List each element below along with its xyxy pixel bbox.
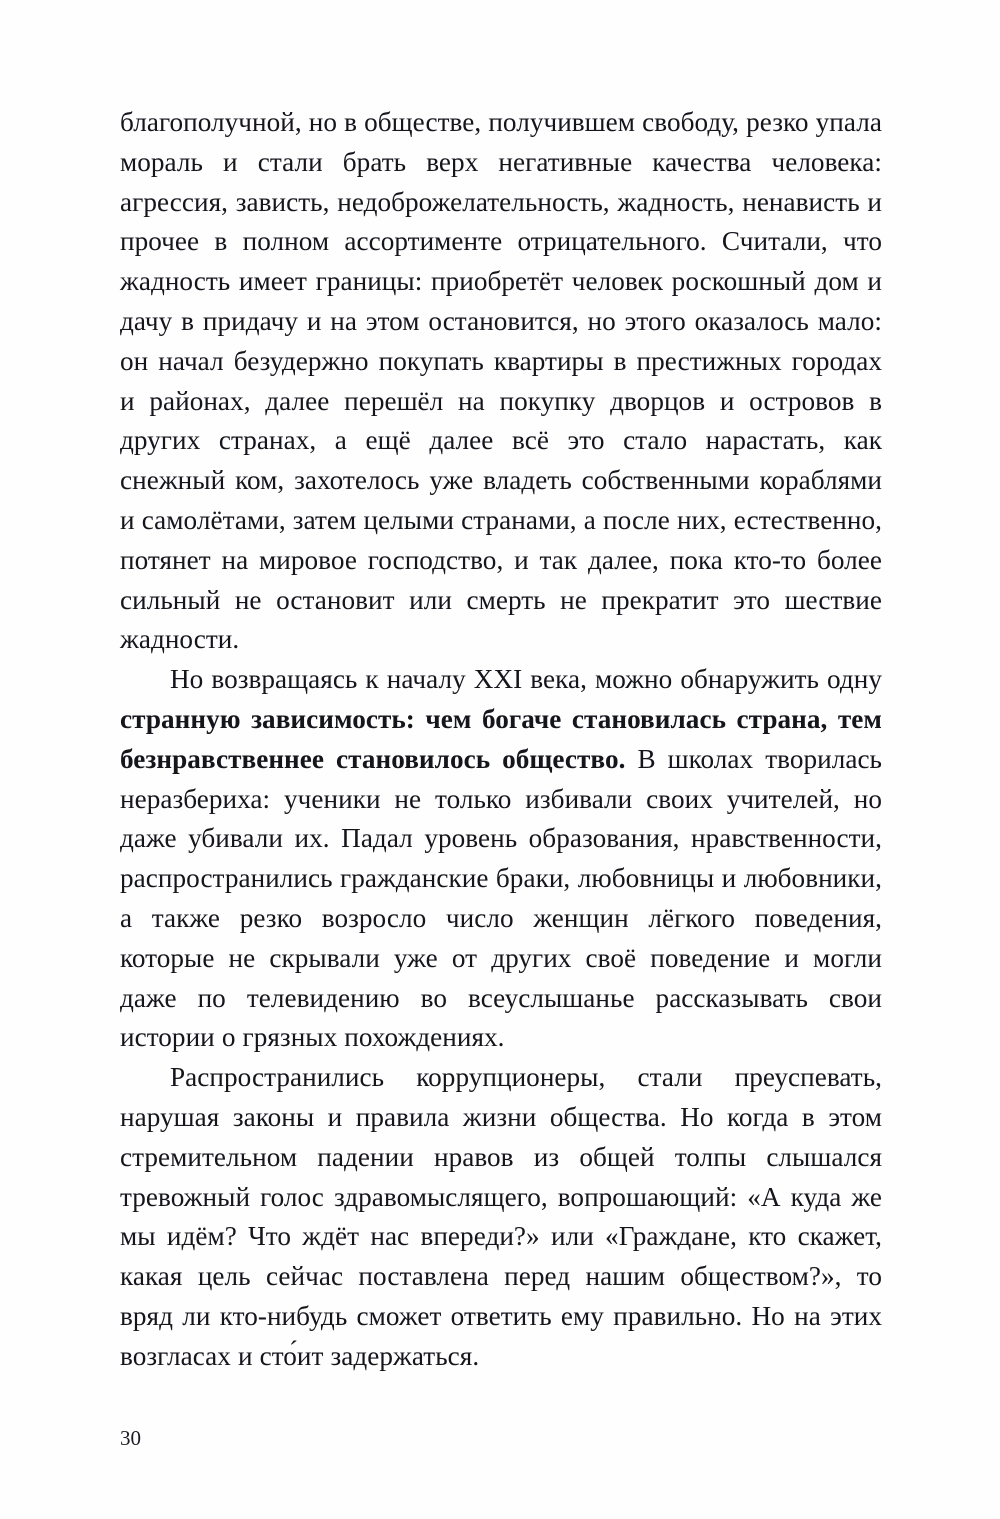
emphasis-run: странную зависимость: чем богаче становилась страна, тем безнравственнее становилось общество. <box>120 703 882 774</box>
text-run: Распространились коррупционеры, стали преуспевать, нарушая законы и правила жизни общества. Но когда в этом стремительном падении нравов из общей толпы слышался тревожный голос здравомыслящего, вопрошающий: «А куда же мы идём? Что ждёт нас впереди?» или «Граждане, кто скажет, какая цель сейчас поставлена перед нашим обществом?», то вряд ли кто-нибудь сможет ответить ему правильно. Но на этих возгласах и сто́ит задержаться. <box>120 1062 882 1371</box>
paragraph-2 <box>120 660 882 1058</box>
paragraph-1 <box>120 103 882 660</box>
paragraph-3 <box>120 1058 882 1376</box>
page-number: 30 <box>120 1426 141 1450</box>
page-text-block <box>120 103 882 1377</box>
text-run: благополучной, но в обществе, получившем свободу, резко упала мораль и стали брать верх негативные качества человека: агрессия, зависть, недоброжелательность, жадность, ненависть и прочее в полном ассортименте отрицательного. Считали, что жадность имеет границы: приобретёт человек роскошный дом и дачу в придачу и на этом остановится, но этого оказалось мало: он начал безудержно покупать квартиры в престижных городах и районах, далее перешёл на покупку дворцов и островов в других странах, а ещё далее всё это стало нарастать, как снежный ком, захотелось уже владеть собственными кораблями и самолётами, затем целыми странами, а после них, естественно, потянет на мировое господство, и так далее, пока кто-то более сильный не остановит или смерть не прекратит это шествие жадности. <box>120 107 882 655</box>
text-run: Но возвращаясь к началу XXI века, можно обнаружить одну <box>170 664 882 695</box>
text-run: В школах творилась неразбериха: ученики не только избивали своих учителей, но даже убивали их. Падал уровень образования, нравственности, распространились гражданские браки, любовницы и любовники, а также резко возросло число женщин лёгкого поведения, которые не скрывали уже от других своё поведение и могли даже по телевидению во всеуслышанье рассказывать свои истории о грязных похождениях. <box>120 743 883 1053</box>
